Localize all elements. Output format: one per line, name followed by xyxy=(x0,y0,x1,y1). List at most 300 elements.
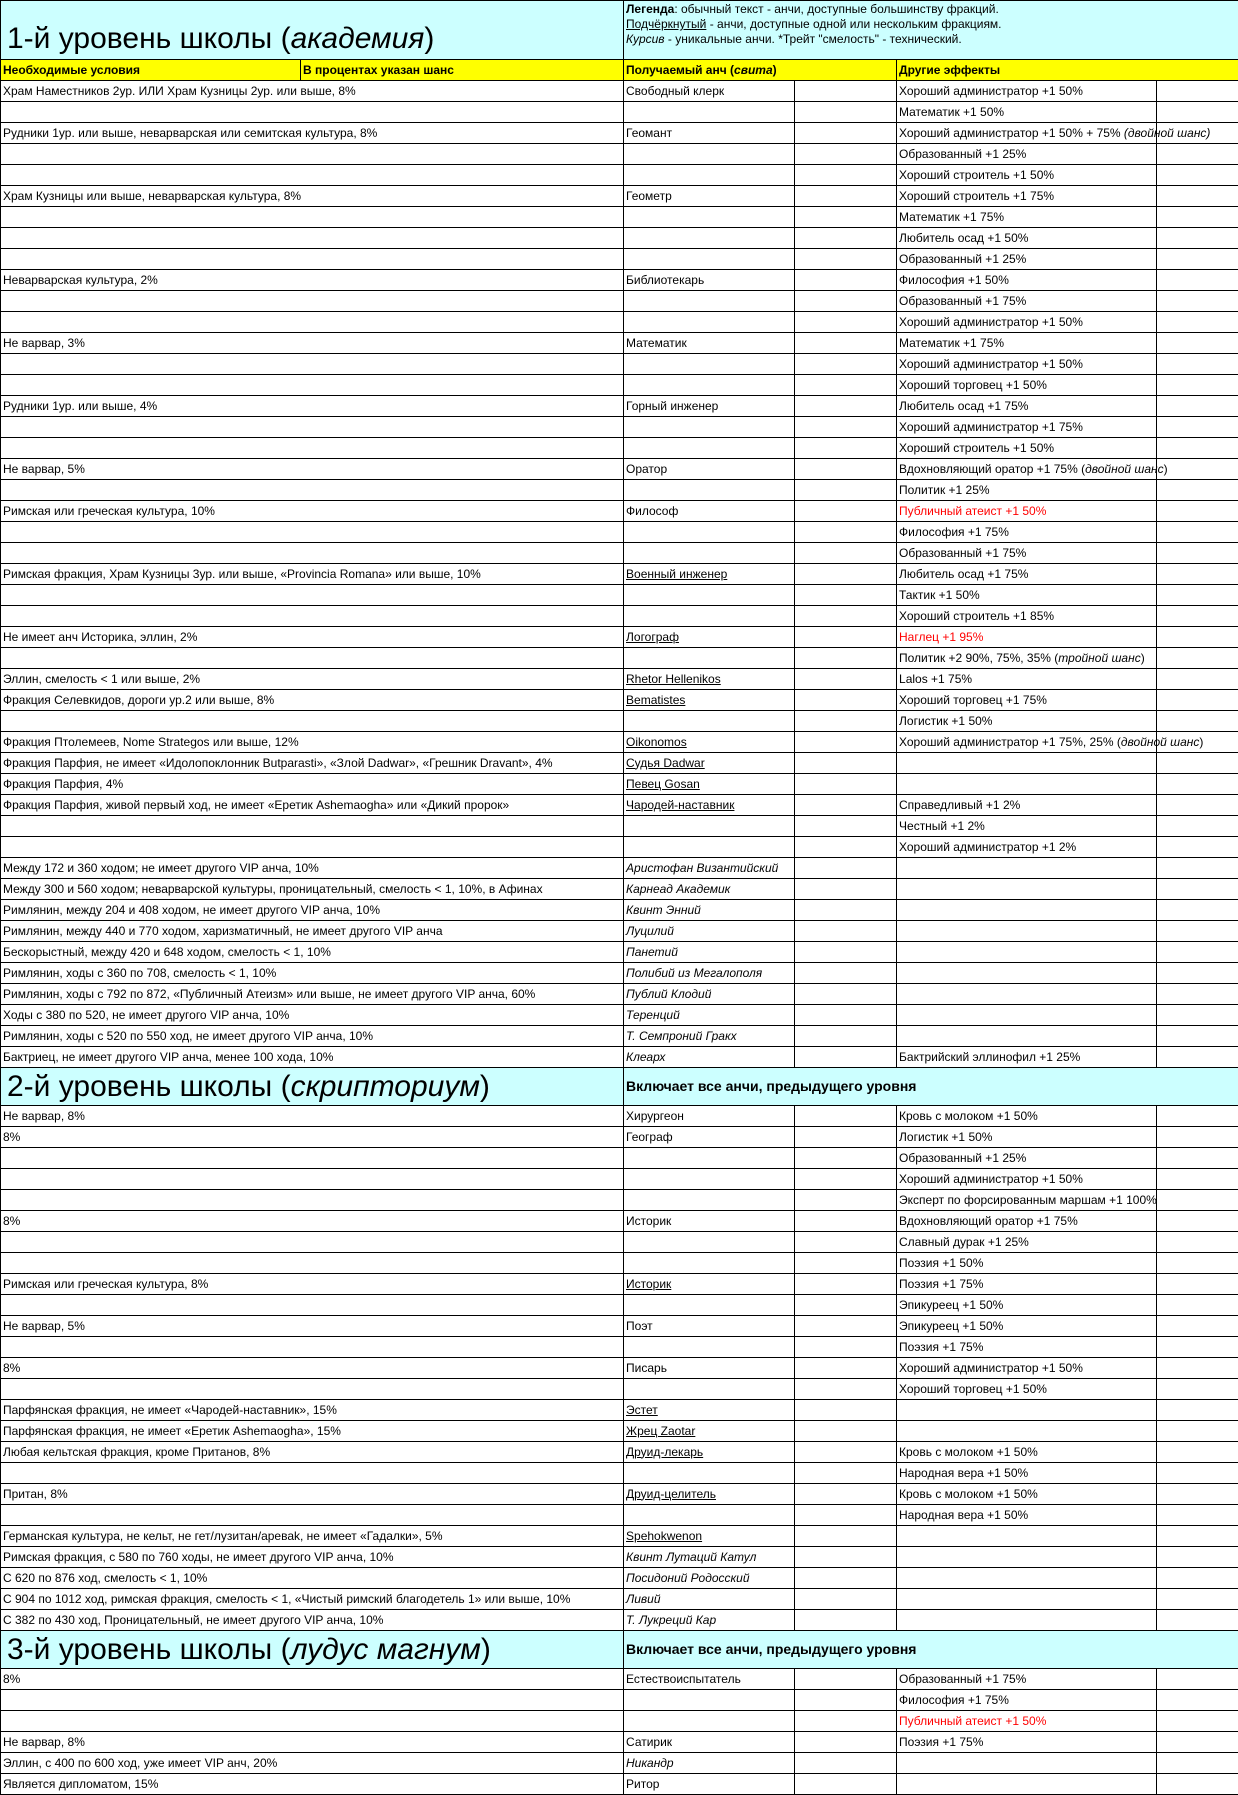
effect-cell[interactable] xyxy=(897,207,1157,228)
condition-cell[interactable]: С 904 по 1012 ход, римская фракция, смелость < 1, «Чистый римский благодетель 1» или выше, 10% xyxy=(1,1589,624,1610)
empty-cell[interactable] xyxy=(795,186,897,207)
empty-cell[interactable] xyxy=(1157,1232,1238,1253)
anch-cell[interactable] xyxy=(624,1295,795,1316)
condition-cell[interactable]: Фракция Парфия, не имеет «Идолопоклонник Butparasti», «Злой Dadwar», «Грешник Dravant», 4% xyxy=(1,753,624,774)
empty-cell[interactable] xyxy=(1157,1589,1238,1610)
anch-cell[interactable]: Панетий xyxy=(624,942,795,963)
empty-cell[interactable] xyxy=(795,1169,897,1190)
empty-cell[interactable] xyxy=(1157,1337,1238,1358)
empty-cell[interactable] xyxy=(1157,207,1238,228)
empty-cell[interactable] xyxy=(1157,1379,1238,1400)
condition-cell[interactable] xyxy=(1,291,624,312)
empty-cell[interactable] xyxy=(1157,564,1238,585)
anch-cell[interactable]: Логограф xyxy=(624,627,795,648)
effect-cell[interactable] xyxy=(897,1669,1157,1690)
anch-cell[interactable] xyxy=(624,165,795,186)
effect-cell[interactable] xyxy=(897,81,1157,102)
condition-cell[interactable]: Германская культура, не кельт, не гет/лузитан/ареваk, не имеет «Гадалки», 5% xyxy=(1,1526,624,1547)
effect-cell[interactable] xyxy=(897,816,1157,837)
effect-cell[interactable] xyxy=(897,1148,1157,1169)
condition-cell[interactable]: Неварварская культура, 2% xyxy=(1,270,624,291)
effect-cell[interactable] xyxy=(897,1295,1157,1316)
condition-cell[interactable]: Фракция Парфия, 4% xyxy=(1,774,624,795)
effect-cell[interactable] xyxy=(897,1026,1157,1047)
effect-cell[interactable] xyxy=(897,396,1157,417)
empty-cell[interactable] xyxy=(1157,1526,1238,1547)
empty-cell[interactable] xyxy=(1157,1732,1238,1753)
empty-cell[interactable] xyxy=(1157,1316,1238,1337)
condition-cell[interactable]: Не варвар, 5% xyxy=(1,459,624,480)
empty-cell[interactable] xyxy=(795,900,897,921)
condition-cell[interactable]: Рудники 1ур. или выше, 4% xyxy=(1,396,624,417)
condition-cell[interactable]: 8% xyxy=(1,1358,624,1379)
condition-cell[interactable] xyxy=(1,1463,624,1484)
anch-cell[interactable] xyxy=(624,1690,795,1711)
empty-cell[interactable] xyxy=(795,1106,897,1127)
anch-cell[interactable] xyxy=(624,837,795,858)
anch-cell[interactable] xyxy=(624,375,795,396)
empty-cell[interactable] xyxy=(795,1274,897,1295)
empty-cell[interactable] xyxy=(1157,1274,1238,1295)
empty-cell[interactable] xyxy=(1157,774,1238,795)
empty-cell[interactable] xyxy=(795,459,897,480)
empty-cell[interactable] xyxy=(795,207,897,228)
effect-cell[interactable] xyxy=(897,249,1157,270)
effect-cell[interactable] xyxy=(897,690,1157,711)
anch-cell[interactable]: Естествоиспытатель xyxy=(624,1669,795,1690)
anch-cell[interactable]: Посидоний Родосский xyxy=(624,1568,795,1589)
empty-cell[interactable] xyxy=(795,1442,897,1463)
anch-cell[interactable]: Друид-лекарь xyxy=(624,1442,795,1463)
anch-cell[interactable]: Библиотекарь xyxy=(624,270,795,291)
effect-cell[interactable] xyxy=(897,1400,1157,1421)
condition-cell[interactable] xyxy=(1,207,624,228)
anch-cell[interactable] xyxy=(624,102,795,123)
effect-cell[interactable] xyxy=(897,879,1157,900)
empty-cell[interactable] xyxy=(1157,816,1238,837)
anch-cell[interactable]: Oikonomos xyxy=(624,732,795,753)
condition-cell[interactable]: Римская фракция, Храм Кузницы 3ур. или выше, «Provincia Romana» или выше, 10% xyxy=(1,564,624,585)
empty-cell[interactable] xyxy=(795,1047,897,1068)
effect-cell[interactable] xyxy=(897,1106,1157,1127)
anch-cell[interactable] xyxy=(624,354,795,375)
empty-cell[interactable] xyxy=(1157,396,1238,417)
condition-cell[interactable]: Римская или греческая культура, 10% xyxy=(1,501,624,522)
condition-cell[interactable]: С 382 по 430 ход, Проницательный, не имеет другого VIP анча, 10% xyxy=(1,1610,624,1631)
empty-cell[interactable] xyxy=(795,1358,897,1379)
empty-cell[interactable] xyxy=(795,753,897,774)
anch-cell[interactable] xyxy=(624,312,795,333)
empty-cell[interactable] xyxy=(1157,753,1238,774)
empty-cell[interactable] xyxy=(795,1484,897,1505)
effect-cell[interactable] xyxy=(897,1005,1157,1026)
condition-cell[interactable]: Не варвар, 8% xyxy=(1,1732,624,1753)
condition-cell[interactable] xyxy=(1,354,624,375)
anch-cell[interactable]: Историк xyxy=(624,1274,795,1295)
effect-cell[interactable] xyxy=(897,669,1157,690)
effect-cell[interactable] xyxy=(897,1442,1157,1463)
empty-cell[interactable] xyxy=(1157,228,1238,249)
empty-cell[interactable] xyxy=(795,942,897,963)
empty-cell[interactable] xyxy=(1157,1690,1238,1711)
condition-cell[interactable]: Храм Наместников 2ур. ИЛИ Храм Кузницы 2ур. или выше, 8% xyxy=(1,81,624,102)
effect-cell[interactable] xyxy=(897,606,1157,627)
condition-cell[interactable] xyxy=(1,480,624,501)
effect-cell[interactable] xyxy=(897,165,1157,186)
empty-cell[interactable] xyxy=(1157,858,1238,879)
anch-cell[interactable] xyxy=(624,543,795,564)
anch-cell[interactable]: Квинт Лутаций Катул xyxy=(624,1547,795,1568)
empty-cell[interactable] xyxy=(795,795,897,816)
effect-cell[interactable] xyxy=(897,1547,1157,1568)
empty-cell[interactable] xyxy=(795,564,897,585)
empty-cell[interactable] xyxy=(795,858,897,879)
empty-cell[interactable] xyxy=(795,1753,897,1774)
condition-cell[interactable] xyxy=(1,1690,624,1711)
anch-cell[interactable] xyxy=(624,480,795,501)
empty-cell[interactable] xyxy=(1157,438,1238,459)
condition-cell[interactable]: Римлянин, ходы с 360 по 708, смелость < 1, 10% xyxy=(1,963,624,984)
empty-cell[interactable] xyxy=(1157,354,1238,375)
condition-cell[interactable]: Является дипломатом, 15% xyxy=(1,1774,624,1795)
anch-cell[interactable]: Spehokwenon xyxy=(624,1526,795,1547)
empty-cell[interactable] xyxy=(1157,648,1238,669)
effect-cell[interactable] xyxy=(897,1127,1157,1148)
condition-cell[interactable]: Парфянская фракция, не имеет «Чародей-наставник», 15% xyxy=(1,1400,624,1421)
empty-cell[interactable] xyxy=(795,921,897,942)
effect-cell[interactable] xyxy=(897,543,1157,564)
effect-cell[interactable] xyxy=(897,1337,1157,1358)
empty-cell[interactable] xyxy=(795,375,897,396)
anch-cell[interactable]: Т. Лукреций Кар xyxy=(624,1610,795,1631)
anch-cell[interactable]: Певец Gosan xyxy=(624,774,795,795)
empty-cell[interactable] xyxy=(795,1400,897,1421)
empty-cell[interactable] xyxy=(795,1690,897,1711)
empty-cell[interactable] xyxy=(795,606,897,627)
effect-cell[interactable] xyxy=(897,144,1157,165)
effect-cell[interactable] xyxy=(897,270,1157,291)
effect-cell[interactable] xyxy=(897,1526,1157,1547)
effect-cell[interactable] xyxy=(897,1379,1157,1400)
condition-cell[interactable] xyxy=(1,1190,624,1211)
empty-cell[interactable] xyxy=(795,1732,897,1753)
empty-cell[interactable] xyxy=(1157,984,1238,1005)
empty-cell[interactable] xyxy=(795,1568,897,1589)
empty-cell[interactable] xyxy=(1157,900,1238,921)
empty-cell[interactable] xyxy=(795,1421,897,1442)
empty-cell[interactable] xyxy=(795,1005,897,1026)
effect-cell[interactable] xyxy=(897,564,1157,585)
anch-cell[interactable] xyxy=(624,1253,795,1274)
effect-cell[interactable] xyxy=(897,522,1157,543)
empty-cell[interactable] xyxy=(795,774,897,795)
anch-cell[interactable] xyxy=(624,1232,795,1253)
empty-cell[interactable] xyxy=(1157,165,1238,186)
effect-cell[interactable] xyxy=(897,837,1157,858)
anch-cell[interactable]: Карнеад Академик xyxy=(624,879,795,900)
anch-cell[interactable]: Сатирик xyxy=(624,1732,795,1753)
effect-cell[interactable] xyxy=(897,1421,1157,1442)
anch-cell[interactable]: Клеарх xyxy=(624,1047,795,1068)
anch-cell[interactable] xyxy=(624,648,795,669)
condition-cell[interactable]: Храм Кузницы или выше, неварварская культура, 8% xyxy=(1,186,624,207)
effect-cell[interactable] xyxy=(897,1316,1157,1337)
condition-cell[interactable] xyxy=(1,144,624,165)
anch-cell[interactable]: Жрец Zaotar xyxy=(624,1421,795,1442)
empty-cell[interactable] xyxy=(1157,1253,1238,1274)
condition-cell[interactable] xyxy=(1,1505,624,1526)
condition-cell[interactable]: 8% xyxy=(1,1669,624,1690)
empty-cell[interactable] xyxy=(795,501,897,522)
condition-cell[interactable]: Фракция Парфия, живой первый ход, не имеет «Еретик Ashemaogha» или «Дикий пророк» xyxy=(1,795,624,816)
empty-cell[interactable] xyxy=(1157,1026,1238,1047)
condition-cell[interactable] xyxy=(1,228,624,249)
effect-cell[interactable] xyxy=(897,1732,1157,1753)
condition-cell[interactable]: Бескорыстный, между 420 и 648 ходом, смелость < 1, 10% xyxy=(1,942,624,963)
empty-cell[interactable] xyxy=(1157,543,1238,564)
anch-cell[interactable] xyxy=(624,522,795,543)
condition-cell[interactable]: Римлянин, между 440 и 770 ходом, харизматичный, не имеет другого VIP анча xyxy=(1,921,624,942)
anch-cell[interactable] xyxy=(624,144,795,165)
effect-cell[interactable] xyxy=(897,102,1157,123)
empty-cell[interactable] xyxy=(1157,606,1238,627)
anch-cell[interactable]: Историк xyxy=(624,1211,795,1232)
empty-cell[interactable] xyxy=(1157,1711,1238,1732)
empty-cell[interactable] xyxy=(1157,1753,1238,1774)
empty-cell[interactable] xyxy=(1157,312,1238,333)
empty-cell[interactable] xyxy=(1157,690,1238,711)
effect-cell[interactable] xyxy=(897,1484,1157,1505)
empty-cell[interactable] xyxy=(795,543,897,564)
anch-cell[interactable]: Поэт xyxy=(624,1316,795,1337)
effect-cell[interactable] xyxy=(897,774,1157,795)
empty-cell[interactable] xyxy=(1157,480,1238,501)
anch-cell[interactable]: Географ xyxy=(624,1127,795,1148)
empty-cell[interactable] xyxy=(1157,1127,1238,1148)
empty-cell[interactable] xyxy=(1157,1568,1238,1589)
condition-cell[interactable] xyxy=(1,165,624,186)
empty-cell[interactable] xyxy=(1157,1547,1238,1568)
condition-cell[interactable] xyxy=(1,648,624,669)
empty-cell[interactable] xyxy=(1157,375,1238,396)
empty-cell[interactable] xyxy=(1157,627,1238,648)
anch-cell[interactable]: Эстет xyxy=(624,1400,795,1421)
condition-cell[interactable] xyxy=(1,1169,624,1190)
anch-cell[interactable]: Квинт Энний xyxy=(624,900,795,921)
condition-cell[interactable] xyxy=(1,1337,624,1358)
effect-cell[interactable] xyxy=(897,417,1157,438)
empty-cell[interactable] xyxy=(795,291,897,312)
effect-cell[interactable] xyxy=(897,312,1157,333)
anch-cell[interactable] xyxy=(624,816,795,837)
anch-cell[interactable]: Чародей-наставник xyxy=(624,795,795,816)
empty-cell[interactable] xyxy=(1157,1463,1238,1484)
effect-cell[interactable] xyxy=(897,963,1157,984)
empty-cell[interactable] xyxy=(795,333,897,354)
empty-cell[interactable] xyxy=(1157,1484,1238,1505)
empty-cell[interactable] xyxy=(795,1148,897,1169)
condition-cell[interactable] xyxy=(1,375,624,396)
empty-cell[interactable] xyxy=(795,648,897,669)
empty-cell[interactable] xyxy=(1157,1358,1238,1379)
condition-cell[interactable]: Римская фракция, с 580 по 760 ходы, не имеет другого VIP анча, 10% xyxy=(1,1547,624,1568)
anch-cell[interactable]: Публий Клодий xyxy=(624,984,795,1005)
condition-cell[interactable] xyxy=(1,102,624,123)
condition-cell[interactable]: 8% xyxy=(1,1127,624,1148)
condition-cell[interactable]: С 620 по 876 ход, смелость < 1, 10% xyxy=(1,1568,624,1589)
condition-cell[interactable]: Римская или греческая культура, 8% xyxy=(1,1274,624,1295)
condition-cell[interactable]: Эллин, с 400 по 600 ход, уже имеет VIP анч, 20% xyxy=(1,1753,624,1774)
effect-cell[interactable] xyxy=(897,1711,1157,1732)
condition-cell[interactable] xyxy=(1,711,624,732)
effect-cell[interactable] xyxy=(897,1232,1157,1253)
anch-cell[interactable] xyxy=(624,585,795,606)
condition-cell[interactable] xyxy=(1,1711,624,1732)
condition-cell[interactable] xyxy=(1,543,624,564)
effect-cell[interactable] xyxy=(897,1505,1157,1526)
empty-cell[interactable] xyxy=(795,1337,897,1358)
anch-cell[interactable] xyxy=(624,1169,795,1190)
empty-cell[interactable] xyxy=(1157,102,1238,123)
anch-cell[interactable] xyxy=(624,228,795,249)
condition-cell[interactable]: Эллин, смелость < 1 или выше, 2% xyxy=(1,669,624,690)
condition-cell[interactable]: 8% xyxy=(1,1211,624,1232)
empty-cell[interactable] xyxy=(1157,1148,1238,1169)
effect-cell[interactable] xyxy=(897,942,1157,963)
empty-cell[interactable] xyxy=(1157,270,1238,291)
effect-cell[interactable] xyxy=(897,1690,1157,1711)
empty-cell[interactable] xyxy=(795,1127,897,1148)
effect-cell[interactable] xyxy=(897,711,1157,732)
effect-cell[interactable] xyxy=(897,501,1157,522)
condition-cell[interactable]: Притан, 8% xyxy=(1,1484,624,1505)
condition-cell[interactable]: Римлянин, между 204 и 408 ходом, не имеет другого VIP анча, 10% xyxy=(1,900,624,921)
effect-cell[interactable] xyxy=(897,459,1157,480)
empty-cell[interactable] xyxy=(795,1774,897,1795)
empty-cell[interactable] xyxy=(795,165,897,186)
anch-cell[interactable]: Военный инженер xyxy=(624,564,795,585)
empty-cell[interactable] xyxy=(1157,417,1238,438)
empty-cell[interactable] xyxy=(795,1253,897,1274)
empty-cell[interactable] xyxy=(795,1526,897,1547)
condition-cell[interactable]: Не варвар, 5% xyxy=(1,1316,624,1337)
effect-cell[interactable] xyxy=(897,1274,1157,1295)
anch-cell[interactable] xyxy=(624,1148,795,1169)
effect-cell[interactable] xyxy=(897,1753,1157,1774)
empty-cell[interactable] xyxy=(1157,711,1238,732)
empty-cell[interactable] xyxy=(795,1505,897,1526)
effect-cell[interactable] xyxy=(897,921,1157,942)
effect-cell[interactable] xyxy=(897,1568,1157,1589)
anch-cell[interactable]: Аристофан Византийский xyxy=(624,858,795,879)
empty-cell[interactable] xyxy=(795,837,897,858)
effect-cell[interactable] xyxy=(897,795,1157,816)
empty-cell[interactable] xyxy=(1157,1442,1238,1463)
anch-cell[interactable]: Геометр xyxy=(624,186,795,207)
empty-cell[interactable] xyxy=(795,984,897,1005)
condition-cell[interactable] xyxy=(1,417,624,438)
effect-cell[interactable] xyxy=(897,186,1157,207)
empty-cell[interactable] xyxy=(1157,81,1238,102)
empty-cell[interactable] xyxy=(1157,1669,1238,1690)
anch-cell[interactable] xyxy=(624,1711,795,1732)
anch-cell[interactable] xyxy=(624,417,795,438)
effect-cell[interactable] xyxy=(897,1358,1157,1379)
anch-cell[interactable]: Горный инженер xyxy=(624,396,795,417)
condition-cell[interactable]: Между 172 и 360 ходом; не имеет другого VIP анча, 10% xyxy=(1,858,624,879)
effect-cell[interactable] xyxy=(897,375,1157,396)
anch-cell[interactable] xyxy=(624,1190,795,1211)
effect-cell[interactable] xyxy=(897,732,1157,753)
anch-cell[interactable]: Друид-целитель xyxy=(624,1484,795,1505)
effect-cell[interactable] xyxy=(897,627,1157,648)
condition-cell[interactable] xyxy=(1,837,624,858)
condition-cell[interactable] xyxy=(1,816,624,837)
effect-cell[interactable] xyxy=(897,1774,1157,1795)
condition-cell[interactable] xyxy=(1,606,624,627)
condition-cell[interactable] xyxy=(1,249,624,270)
empty-cell[interactable] xyxy=(1157,921,1238,942)
anch-cell[interactable]: Полибий из Мегалополя xyxy=(624,963,795,984)
empty-cell[interactable] xyxy=(795,396,897,417)
condition-cell[interactable]: Между 300 и 560 ходом; неварварской культуры, проницательный, смелость < 1, 10%, в Афинах xyxy=(1,879,624,900)
empty-cell[interactable] xyxy=(795,585,897,606)
condition-cell[interactable] xyxy=(1,1379,624,1400)
condition-cell[interactable] xyxy=(1,438,624,459)
empty-cell[interactable] xyxy=(795,102,897,123)
empty-cell[interactable] xyxy=(795,1463,897,1484)
empty-cell[interactable] xyxy=(1157,1169,1238,1190)
effect-cell[interactable] xyxy=(897,753,1157,774)
condition-cell[interactable]: Фракция Птолемеев, Nome Strategos или выше, 12% xyxy=(1,732,624,753)
empty-cell[interactable] xyxy=(795,627,897,648)
empty-cell[interactable] xyxy=(795,1211,897,1232)
anch-cell[interactable] xyxy=(624,711,795,732)
empty-cell[interactable] xyxy=(795,816,897,837)
anch-cell[interactable] xyxy=(624,606,795,627)
effect-cell[interactable] xyxy=(897,858,1157,879)
anch-cell[interactable] xyxy=(624,1505,795,1526)
effect-cell[interactable] xyxy=(897,1253,1157,1274)
empty-cell[interactable] xyxy=(795,1547,897,1568)
empty-cell[interactable] xyxy=(795,732,897,753)
empty-cell[interactable] xyxy=(1157,963,1238,984)
anch-cell[interactable] xyxy=(624,291,795,312)
empty-cell[interactable] xyxy=(1157,1190,1238,1211)
effect-cell[interactable] xyxy=(897,1169,1157,1190)
empty-cell[interactable] xyxy=(795,1589,897,1610)
empty-cell[interactable] xyxy=(1157,1505,1238,1526)
condition-cell[interactable] xyxy=(1,1295,624,1316)
anch-cell[interactable]: Судья Dadwar xyxy=(624,753,795,774)
empty-cell[interactable] xyxy=(1157,942,1238,963)
empty-cell[interactable] xyxy=(1157,669,1238,690)
condition-cell[interactable]: Ходы с 380 по 520, не имеет другого VIP анча, 10% xyxy=(1,1005,624,1026)
empty-cell[interactable] xyxy=(1157,1421,1238,1442)
empty-cell[interactable] xyxy=(795,438,897,459)
anch-cell[interactable] xyxy=(624,1463,795,1484)
effect-cell[interactable] xyxy=(897,333,1157,354)
effect-cell[interactable] xyxy=(897,900,1157,921)
condition-cell[interactable] xyxy=(1,1253,624,1274)
empty-cell[interactable] xyxy=(795,123,897,144)
empty-cell[interactable] xyxy=(795,417,897,438)
condition-cell[interactable]: Любая кельтская фракция, кроме Пританов, 8% xyxy=(1,1442,624,1463)
empty-cell[interactable] xyxy=(1157,1400,1238,1421)
anch-cell[interactable]: Ливий xyxy=(624,1589,795,1610)
empty-cell[interactable] xyxy=(795,879,897,900)
empty-cell[interactable] xyxy=(1157,795,1238,816)
